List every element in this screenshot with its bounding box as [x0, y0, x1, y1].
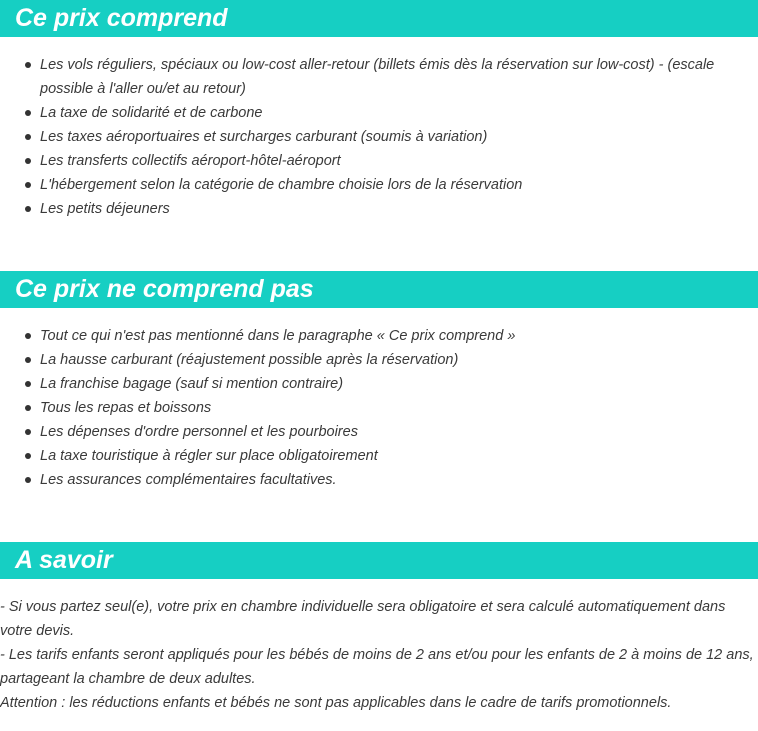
not-included-list [0, 324, 758, 492]
section-header-a-savoir [0, 542, 758, 579]
list-item: L'hébergement selon la catégorie de chambre choisie lors de la réservation [0, 173, 758, 197]
list-item: Les dépenses d'ordre personnel et les pourboires [0, 420, 758, 444]
section-title-not-included: Ce prix ne comprend pas [15, 275, 314, 303]
list-item: La taxe touristique à régler sur place obligatoirement [0, 444, 758, 468]
note-paragraph: Attention : les réductions enfants et bébés ne sont pas applicables dans le cadre de tarifs promotionnels. [0, 695, 672, 711]
section-title-included: Ce prix comprend [15, 4, 228, 32]
a-savoir-notes [0, 595, 758, 715]
section-header-not-included [0, 271, 758, 308]
list-item: Les assurances complémentaires facultatives. [0, 468, 758, 492]
list-item: La franchise bagage (sauf si mention contraire) [0, 372, 758, 396]
section-header-included [0, 0, 758, 37]
list-item: Les taxes aéroportuaires et surcharges carburant (soumis à variation) [0, 125, 758, 149]
list-item: Les vols réguliers, spéciaux ou low-cost aller-retour (billets émis dès la réservation sur low-cost) - (escale possible à l'aller ou/et au retour) [0, 53, 758, 101]
list-item: La taxe de solidarité et de carbone [0, 101, 758, 125]
list-item: Tous les repas et boissons [0, 396, 758, 420]
included-list [0, 53, 758, 221]
list-item: Les petits déjeuners [0, 197, 758, 221]
list-item: La hausse carburant (réajustement possible après la réservation) [0, 348, 758, 372]
note-paragraph: - Les tarifs enfants seront appliqués pour les bébés de moins de 2 ans et/ou pour les enfants de 2 à moins de 12 ans, partageant la chambre de deux adultes. [0, 647, 754, 687]
list-item: Les transferts collectifs aéroport-hôtel-aéroport [0, 149, 758, 173]
section-title-a-savoir: A savoir [15, 546, 113, 574]
note-paragraph: - Si vous partez seul(e), votre prix en chambre individuelle sera obligatoire et sera calculé automatiquement dans votre devis. [0, 599, 726, 639]
list-item: Tout ce qui n'est pas mentionné dans le paragraphe « Ce prix comprend » [0, 324, 758, 348]
